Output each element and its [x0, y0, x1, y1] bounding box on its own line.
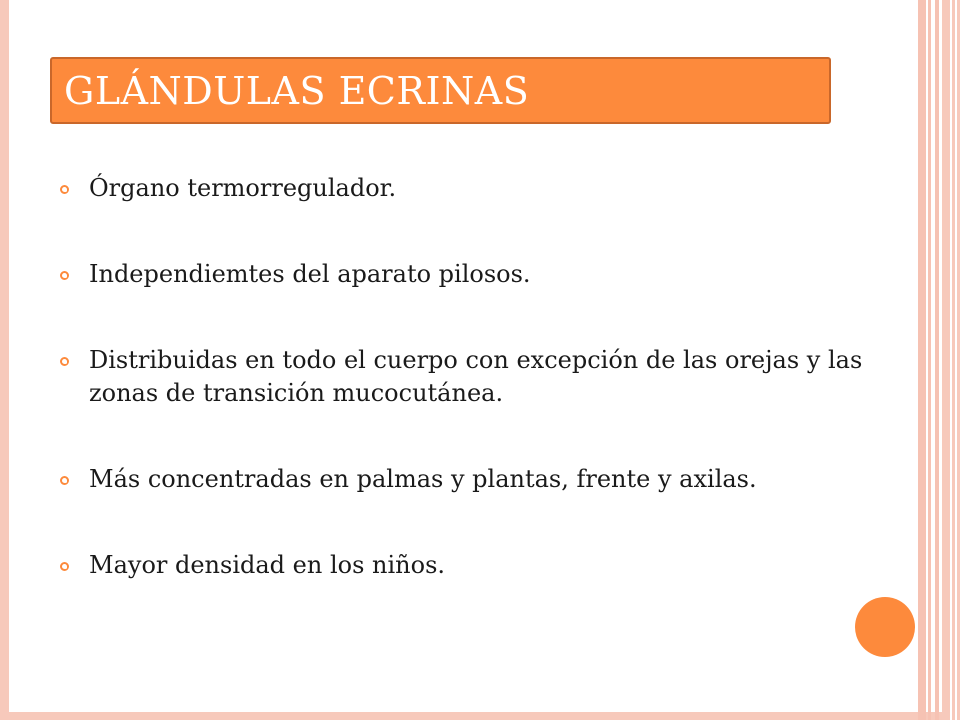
bullet-item [60, 344, 900, 410]
bullet-circle-icon [60, 357, 69, 366]
decorative-circle [855, 597, 915, 657]
bullet-item [60, 172, 900, 205]
slide-title: GLÁNDULAS ECRINAS [64, 68, 530, 113]
bullet-item [60, 463, 900, 496]
bullet-circle-icon [60, 562, 69, 571]
bullet-list [60, 172, 900, 582]
bottom-frame-border [0, 712, 960, 720]
stripe [928, 0, 931, 720]
stripe [935, 0, 939, 720]
stripe-gap [950, 0, 952, 720]
bullet-text: Órgano termorregulador. [89, 174, 397, 202]
bullet-text: Distribuidas en todo el cuerpo con excepción de las orejas y las zonas de transición mucocutánea. [89, 346, 863, 407]
stripe-gap [955, 0, 957, 720]
bullet-circle-icon [60, 476, 69, 485]
bullet-circle-icon [60, 271, 69, 280]
bullet-text: Más concentradas en palmas y plantas, frente y axilas. [89, 465, 757, 493]
bullet-text: Independiemtes del aparato pilosos. [89, 260, 531, 288]
bullet-text: Mayor densidad en los niños. [89, 551, 446, 579]
bullet-item [60, 258, 900, 291]
left-frame-border [0, 0, 9, 720]
bullet-circle-icon [60, 185, 69, 194]
stripe [918, 0, 926, 720]
title-banner [50, 57, 831, 124]
bullet-item [60, 549, 900, 582]
